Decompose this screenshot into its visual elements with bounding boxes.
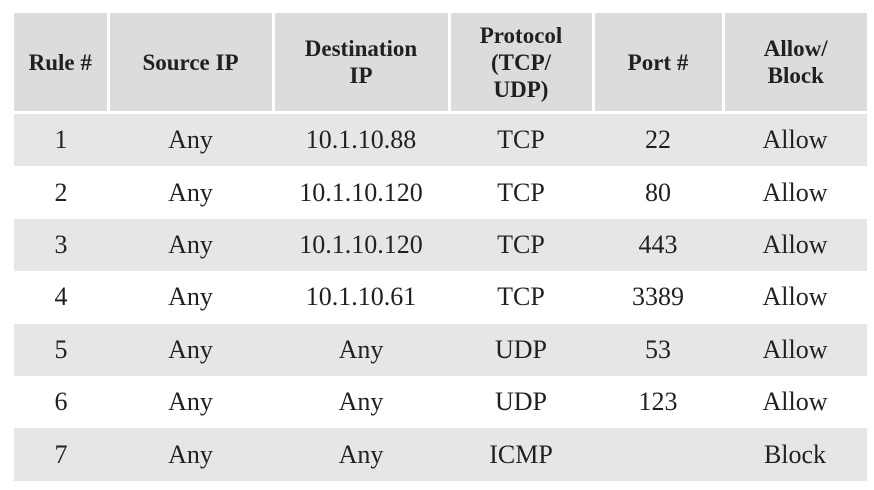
cell-destination-ip: Any bbox=[273, 428, 449, 480]
cell-destination-ip: 10.1.10.61 bbox=[273, 271, 449, 323]
header-port-number bbox=[593, 13, 723, 113]
header-line: Protocol bbox=[479, 22, 563, 48]
cell-protocol: UDP bbox=[449, 376, 593, 428]
header-destination-ip bbox=[273, 13, 449, 113]
cell-protocol: TCP bbox=[449, 113, 593, 167]
table-header bbox=[14, 13, 867, 113]
table-body bbox=[14, 113, 867, 481]
cell-source-ip: Any bbox=[108, 428, 273, 480]
cell-rule-number: 3 bbox=[14, 219, 108, 271]
header-protocol bbox=[449, 13, 593, 113]
header-line: Block bbox=[767, 63, 824, 88]
cell-action: Allow bbox=[723, 219, 867, 271]
firewall-rules-table bbox=[14, 13, 867, 481]
cell-protocol: UDP bbox=[449, 324, 593, 376]
cell-action: Allow bbox=[723, 324, 867, 376]
header-row bbox=[14, 13, 867, 113]
header-line: Allow/ bbox=[763, 36, 828, 61]
header-line: (TCP/ bbox=[490, 49, 552, 75]
cell-destination-ip: 10.1.10.120 bbox=[273, 166, 449, 218]
cell-action: Allow bbox=[723, 271, 867, 323]
cell-protocol: TCP bbox=[449, 166, 593, 218]
cell-rule-number: 1 bbox=[14, 113, 108, 167]
cell-protocol: TCP bbox=[449, 271, 593, 323]
cell-action: Allow bbox=[723, 113, 867, 167]
header-line: IP bbox=[349, 63, 373, 88]
table-row bbox=[14, 113, 867, 167]
cell-source-ip: Any bbox=[108, 166, 273, 218]
cell-source-ip: Any bbox=[108, 219, 273, 271]
table-row bbox=[14, 428, 867, 480]
cell-port: 80 bbox=[593, 166, 723, 218]
table-row bbox=[14, 324, 867, 376]
cell-rule-number: 5 bbox=[14, 324, 108, 376]
cell-destination-ip: 10.1.10.120 bbox=[273, 219, 449, 271]
table-row bbox=[14, 219, 867, 271]
cell-rule-number: 2 bbox=[14, 166, 108, 218]
header-source-ip bbox=[108, 13, 273, 113]
table-row bbox=[14, 166, 867, 218]
cell-action: Allow bbox=[723, 376, 867, 428]
table-row bbox=[14, 271, 867, 323]
cell-port: 53 bbox=[593, 324, 723, 376]
cell-port: 443 bbox=[593, 219, 723, 271]
header-allow-block bbox=[723, 13, 867, 113]
header-line: Destination bbox=[304, 36, 418, 61]
cell-rule-number: 7 bbox=[14, 428, 108, 480]
header-line: Rule # bbox=[28, 49, 92, 75]
header-line: Port # bbox=[627, 49, 689, 75]
cell-protocol: ICMP bbox=[449, 428, 593, 480]
cell-source-ip: Any bbox=[108, 324, 273, 376]
header-rule-number bbox=[14, 13, 108, 113]
cell-source-ip: Any bbox=[108, 271, 273, 323]
header-line: Source IP bbox=[142, 49, 239, 75]
cell-action: Allow bbox=[723, 166, 867, 218]
cell-destination-ip: Any bbox=[273, 324, 449, 376]
cell-source-ip: Any bbox=[108, 113, 273, 167]
cell-source-ip: Any bbox=[108, 376, 273, 428]
cell-port bbox=[593, 428, 723, 480]
table-row bbox=[14, 376, 867, 428]
cell-protocol: TCP bbox=[449, 219, 593, 271]
cell-port: 22 bbox=[593, 113, 723, 167]
cell-rule-number: 6 bbox=[14, 376, 108, 428]
cell-action: Block bbox=[723, 428, 867, 480]
cell-destination-ip: 10.1.10.88 bbox=[273, 113, 449, 167]
cell-port: 3389 bbox=[593, 271, 723, 323]
header-line: UDP) bbox=[493, 76, 549, 102]
cell-destination-ip: Any bbox=[273, 376, 449, 428]
cell-rule-number: 4 bbox=[14, 271, 108, 323]
cell-port: 123 bbox=[593, 376, 723, 428]
